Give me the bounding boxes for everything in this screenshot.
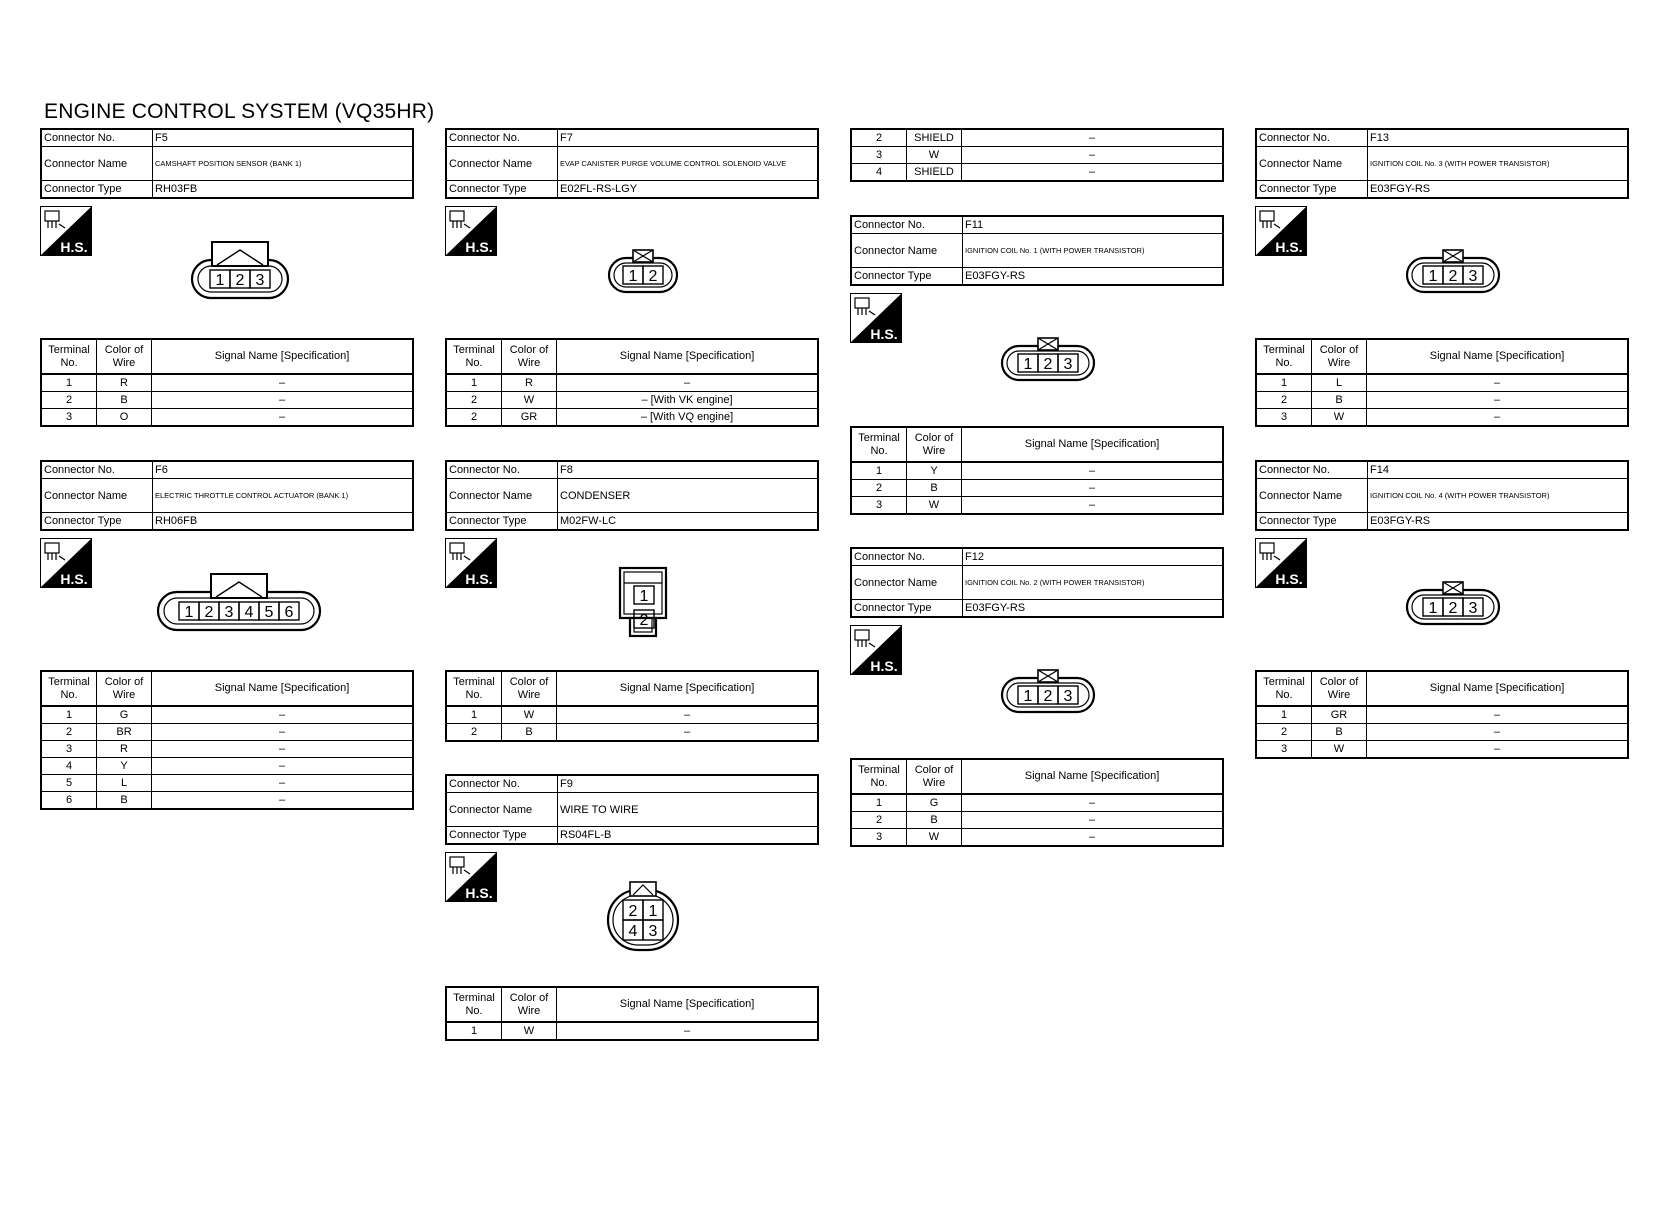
table-row: 1 GR –	[1256, 706, 1628, 724]
connector-f12-info	[850, 547, 1224, 618]
table-row: 2 B –	[41, 392, 413, 409]
harness-side-badge	[445, 852, 497, 902]
table-row: 2 BR –	[41, 724, 413, 741]
hs-label: H.S.	[465, 571, 493, 587]
table-row: 2 B –	[1256, 392, 1628, 409]
wire-color-header: Color of Wire	[1312, 339, 1367, 374]
terminal-label: 4	[244, 604, 254, 621]
terminal-label: 3	[224, 604, 234, 621]
terminal-label: 2	[235, 272, 245, 289]
terminal-label: 6	[284, 604, 294, 621]
connector-f7-face	[607, 248, 679, 296]
harness-icon	[450, 211, 470, 228]
terminal-label: 2	[204, 604, 214, 621]
wire-color-header: Color of Wire	[502, 339, 557, 374]
table-row: 3 W –	[1256, 741, 1628, 759]
wire-color-header: Color of Wire	[1312, 671, 1367, 706]
table-row: 1 L –	[1256, 374, 1628, 392]
harness-side-badge	[445, 206, 497, 256]
table-row: 6 B –	[41, 792, 413, 810]
connector-type-value: RH06FB	[153, 513, 414, 531]
harness-side-badge	[445, 538, 497, 588]
table-row: 2 W – [With VK engine]	[446, 392, 818, 409]
connector-type-value: RS04FL-B	[558, 827, 819, 845]
wire-color-header: Color of Wire	[502, 671, 557, 706]
terminal-table-f12	[850, 758, 1224, 847]
signal-name-header: Signal Name [Specification]	[962, 427, 1224, 462]
table-row: 3 O –	[41, 409, 413, 427]
terminal-label: 4	[628, 923, 638, 940]
connector-type-value: E03FGY-RS	[1368, 513, 1629, 531]
terminal-table-f6	[40, 670, 414, 810]
connector-f13-info	[1255, 128, 1629, 199]
table-row: 1 R –	[446, 374, 818, 392]
connector-name-label: Connector Name	[41, 479, 153, 513]
table-row: 3 R –	[41, 741, 413, 758]
terminal-table-f8	[445, 670, 819, 742]
terminal-label: 5	[264, 604, 274, 621]
signal-name-header: Signal Name [Specification]	[152, 339, 414, 374]
table-row: 2 B –	[851, 480, 1223, 497]
table-row: 1 Y –	[851, 462, 1223, 480]
terminal-label: 1	[639, 588, 649, 605]
terminal-label: 2	[648, 268, 658, 285]
table-row: 2 B –	[851, 812, 1223, 829]
connector-no-value: F12	[963, 548, 1224, 566]
connector-f11-face	[1000, 336, 1096, 384]
connector-f14-info	[1255, 460, 1629, 531]
terminal-label: 3	[1063, 356, 1073, 373]
hs-label: H.S.	[1275, 239, 1303, 255]
table-row: 3 W –	[851, 497, 1223, 515]
connector-type-value: M02FW-LC	[558, 513, 819, 531]
connector-name-label: Connector Name	[1256, 479, 1368, 513]
wire-color-header: Color of Wire	[97, 339, 152, 374]
connector-no-label: Connector No.	[1256, 461, 1368, 479]
connector-no-label: Connector No.	[446, 775, 558, 793]
connector-name-label: Connector Name	[446, 793, 558, 827]
connector-no-label: Connector No.	[41, 129, 153, 147]
terminal-label: 1	[1023, 356, 1033, 373]
terminal-label: 1	[1023, 688, 1033, 705]
terminal-no-header: Terminal No.	[41, 339, 97, 374]
harness-icon	[450, 857, 470, 874]
hs-label: H.S.	[465, 239, 493, 255]
terminal-label: 3	[648, 923, 658, 940]
connector-name-value: IGNITION COIL No. 2 (WITH POWER TRANSISTOR)	[963, 566, 1224, 600]
table-row: 2 B –	[446, 724, 818, 742]
wire-color-header: Color of Wire	[907, 427, 962, 462]
signal-name-header: Signal Name [Specification]	[152, 671, 414, 706]
harness-side-badge	[1255, 206, 1307, 256]
terminal-label: 2	[628, 903, 638, 920]
hs-label: H.S.	[1275, 571, 1303, 587]
terminal-label: 3	[1468, 600, 1478, 617]
terminal-label: 1	[648, 903, 658, 920]
terminal-label: 1	[215, 272, 225, 289]
connector-no-label: Connector No.	[41, 461, 153, 479]
terminal-label: 1	[628, 268, 638, 285]
hs-label: H.S.	[60, 239, 88, 255]
connector-name-label: Connector Name	[446, 147, 558, 181]
connector-no-value: F7	[558, 129, 819, 147]
terminal-table-f7	[445, 338, 819, 427]
connector-no-label: Connector No.	[446, 129, 558, 147]
connector-type-label: Connector Type	[41, 513, 153, 531]
connector-type-value: E03FGY-RS	[1368, 181, 1629, 199]
connector-no-value: F6	[153, 461, 414, 479]
connector-name-value: IGNITION COIL No. 3 (WITH POWER TRANSISTOR)	[1368, 147, 1629, 181]
wire-color-header: Color of Wire	[97, 671, 152, 706]
connector-no-value: F8	[558, 461, 819, 479]
terminal-no-header: Terminal No.	[446, 671, 502, 706]
table-row: 1 W –	[446, 706, 818, 724]
harness-side-badge	[40, 206, 92, 256]
connector-type-label: Connector Type	[446, 513, 558, 531]
wire-color-header: Color of Wire	[907, 759, 962, 794]
table-row: 3 W –	[1256, 409, 1628, 427]
connector-f5-info	[40, 128, 414, 199]
terminal-no-header: Terminal No.	[851, 759, 907, 794]
terminal-no-header: Terminal No.	[446, 339, 502, 374]
hs-label: H.S.	[60, 571, 88, 587]
signal-name-header: Signal Name [Specification]	[1367, 671, 1629, 706]
connector-no-label: Connector No.	[851, 216, 963, 234]
connector-name-label: Connector Name	[1256, 147, 1368, 181]
connector-f13-face	[1405, 248, 1501, 296]
table-row: 1 R –	[41, 374, 413, 392]
connector-type-label: Connector Type	[446, 827, 558, 845]
connector-name-value: IGNITION COIL No. 4 (WITH POWER TRANSISTOR)	[1368, 479, 1629, 513]
connector-no-label: Connector No.	[446, 461, 558, 479]
connector-name-value: ELECTRIC THROTTLE CONTROL ACTUATOR (BANK 1)	[153, 479, 414, 513]
connector-type-value: E03FGY-RS	[963, 600, 1224, 618]
connector-f11-info	[850, 215, 1224, 286]
page-title: ENGINE CONTROL SYSTEM (VQ35HR)	[44, 100, 435, 123]
hs-label: H.S.	[465, 885, 493, 901]
connector-f8-info	[445, 460, 819, 531]
terminal-no-header: Terminal No.	[41, 671, 97, 706]
terminal-label: 3	[1468, 268, 1478, 285]
connector-type-value: E02FL-RS-LGY	[558, 181, 819, 199]
harness-icon	[855, 630, 875, 647]
table-row: 1 G –	[41, 706, 413, 724]
harness-icon	[450, 543, 470, 560]
table-row: 2 B –	[1256, 724, 1628, 741]
connector-type-label: Connector Type	[851, 268, 963, 286]
connector-type-label: Connector Type	[851, 600, 963, 618]
table-row: 3 W –	[851, 147, 1223, 164]
connector-name-value: CONDENSER	[558, 479, 819, 513]
connector-name-value: EVAP CANISTER PURGE VOLUME CONTROL SOLENOID VALVE	[558, 147, 819, 181]
connector-f6-face	[156, 574, 322, 634]
connector-no-value: F9	[558, 775, 819, 793]
terminal-table-f11	[850, 426, 1224, 515]
connector-no-value: F14	[1368, 461, 1629, 479]
connector-f9-face	[606, 880, 680, 952]
connector-name-label: Connector Name	[851, 566, 963, 600]
terminal-label: 2	[639, 612, 649, 629]
connector-no-value: F11	[963, 216, 1224, 234]
hs-label: H.S.	[870, 326, 898, 342]
connector-name-label: Connector Name	[446, 479, 558, 513]
terminal-no-header: Terminal No.	[1256, 339, 1312, 374]
terminal-label: 2	[1448, 268, 1458, 285]
terminal-label: 2	[1043, 356, 1053, 373]
connector-name-value: WIRE TO WIRE	[558, 793, 819, 827]
harness-side-badge	[850, 293, 902, 343]
connector-f12-face	[1000, 668, 1096, 716]
signal-name-header: Signal Name [Specification]	[557, 987, 819, 1022]
terminal-label: 1	[1428, 600, 1438, 617]
connector-no-value: F5	[153, 129, 414, 147]
terminal-no-header: Terminal No.	[1256, 671, 1312, 706]
terminal-table-f14	[1255, 670, 1629, 759]
table-row: 4 Y –	[41, 758, 413, 775]
connector-name-value: IGNITION COIL No. 1 (WITH POWER TRANSISTOR)	[963, 234, 1224, 268]
harness-icon	[855, 298, 875, 315]
signal-name-header: Signal Name [Specification]	[557, 339, 819, 374]
connector-type-value: RH03FB	[153, 181, 414, 199]
harness-side-badge	[850, 625, 902, 675]
terminal-label: 2	[1448, 600, 1458, 617]
connector-name-label: Connector Name	[41, 147, 153, 181]
terminal-label: 3	[255, 272, 265, 289]
table-row: 4 SHIELD –	[851, 164, 1223, 182]
terminal-table-f9	[445, 986, 819, 1041]
connector-type-label: Connector Type	[1256, 181, 1368, 199]
terminal-table-f9-continued	[850, 128, 1224, 182]
wire-color-header: Color of Wire	[502, 987, 557, 1022]
connector-type-value: E03FGY-RS	[963, 268, 1224, 286]
terminal-label: 2	[1043, 688, 1053, 705]
connector-f9-info	[445, 774, 819, 845]
connector-f5-face	[190, 242, 290, 302]
terminal-label: 3	[1063, 688, 1073, 705]
table-row: 2 GR – [With VQ engine]	[446, 409, 818, 427]
connector-f6-info	[40, 460, 414, 531]
harness-side-badge	[40, 538, 92, 588]
harness-icon	[45, 211, 65, 228]
terminal-no-header: Terminal No.	[446, 987, 502, 1022]
hs-label: H.S.	[870, 658, 898, 674]
connector-f7-info	[445, 128, 819, 199]
harness-icon	[1260, 543, 1280, 560]
signal-name-header: Signal Name [Specification]	[1367, 339, 1629, 374]
connector-type-label: Connector Type	[1256, 513, 1368, 531]
connector-type-label: Connector Type	[446, 181, 558, 199]
harness-side-badge	[1255, 538, 1307, 588]
table-row: 5 L –	[41, 775, 413, 792]
connector-no-label: Connector No.	[1256, 129, 1368, 147]
connector-no-value: F13	[1368, 129, 1629, 147]
terminal-label: 1	[184, 604, 194, 621]
table-row: 1 W –	[446, 1022, 818, 1040]
terminal-no-header: Terminal No.	[851, 427, 907, 462]
connector-name-label: Connector Name	[851, 234, 963, 268]
connector-f8-face	[618, 566, 668, 638]
connector-type-label: Connector Type	[41, 181, 153, 199]
connector-f14-face	[1405, 580, 1501, 628]
terminal-table-f5	[40, 338, 414, 427]
table-row: 3 W –	[851, 829, 1223, 847]
terminal-table-f13	[1255, 338, 1629, 427]
table-row: 1 G –	[851, 794, 1223, 812]
connector-name-value: CAMSHAFT POSITION SENSOR (BANK 1)	[153, 147, 414, 181]
signal-name-header: Signal Name [Specification]	[962, 759, 1224, 794]
terminal-label: 1	[1428, 268, 1438, 285]
connector-no-label: Connector No.	[851, 548, 963, 566]
harness-icon	[1260, 211, 1280, 228]
harness-icon	[45, 543, 65, 560]
signal-name-header: Signal Name [Specification]	[557, 671, 819, 706]
table-row: 2 SHIELD –	[851, 129, 1223, 147]
